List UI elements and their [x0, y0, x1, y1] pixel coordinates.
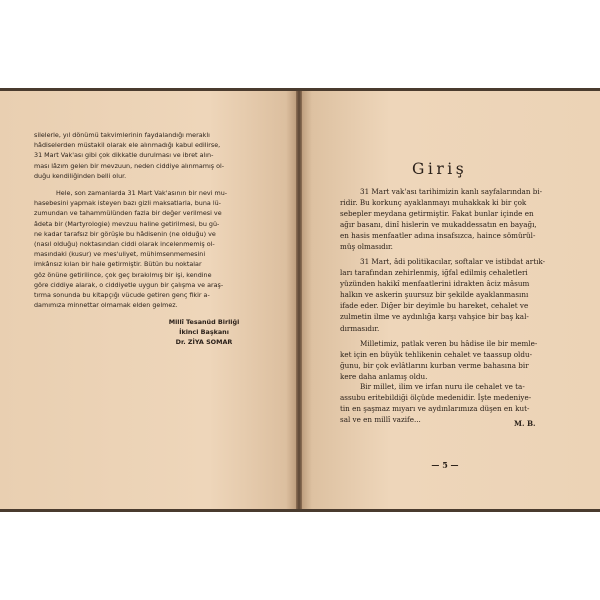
text-line: damımıza minnettar olmamak elden gelmez. — [34, 301, 178, 310]
page-title: Giriş — [412, 160, 468, 178]
text-line: duğu kendiliğinden belli olur. — [34, 171, 127, 180]
text-line: ağır basanı, dinî hislerin ve mukaddessatın en bayağı, — [340, 220, 537, 230]
right-paragraph-4 — [340, 381, 572, 425]
author-initials: M. B. — [514, 419, 536, 428]
book-gutter — [296, 91, 302, 509]
text-line: ridir. Bu korkunç ayaklanmayı muhakkak ki bir çok — [340, 198, 527, 208]
text-line: Bir millet, ilim ve irfan nuru ile cehalet ve ta- — [360, 382, 525, 391]
text-line: imkânsız kılan bir hale getirmiştir. Bütün bu noktalar — [34, 260, 202, 269]
left-paragraph-2 — [34, 188, 272, 310]
text-line: göre ciddiye alarak, o ciddiyetle uygun bir çalışma ve araş- — [34, 280, 224, 289]
text-line: hâdiselerden müstakil olarak ele alınmadığı kabul edilirse, — [34, 141, 221, 150]
text-line: zulmetin ilme ve aydınlığa karşı vahşice bir baş kal- — [340, 312, 529, 322]
text-line: ne kadar tarafsız bir görüşle bu hâdisenin (ne olduğu) ve — [34, 229, 216, 238]
text-line: masındaki (kusur) ve mes'uliyet, mühimsenmemesini — [34, 250, 206, 259]
text-line: (nasıl olduğu) noktasından ciddi olarak incelenmemiş ol- — [34, 240, 215, 249]
text-line: ğunu, bir çok evlâtlarını kurban verme bahasına bir — [340, 361, 529, 371]
text-line: ifade eder. Diğer bir deyimle bu hareket, cehalet ve — [340, 301, 529, 311]
signature-block — [144, 317, 264, 347]
signature-organization: Millî Tesanüd Birliği — [168, 318, 240, 327]
page-number: — 5 — — [431, 460, 459, 470]
text-line: ları tarafından zehirlenmiş, iğfal edilmiş cehaletleri — [340, 268, 528, 278]
text-line: zumundan ve tahammülünden fazla bir değer verilmesi ve — [34, 209, 222, 218]
text-line: Hele, son zamanlarda 31 Mart Vak'asının bir nevi mu- — [56, 189, 228, 198]
text-line: kere daha anlamış oldu. — [340, 372, 428, 382]
text-line: dırmasıdır. — [340, 323, 380, 333]
text-line: Milletimiz, patlak veren bu hâdise ile bir memle- — [360, 339, 538, 348]
left-paragraph-1 — [34, 130, 272, 181]
text-line: 31 Mart Vak'ası gibi çok dikkatle durulması ve ibret alın- — [34, 151, 214, 160]
text-line: tırma sonunda bu kitapçığı vücude getiren genç fikir a- — [34, 291, 210, 300]
text-line: ması lâzım gelen bir mevzuun, neden ciddiye alınmamış ol- — [34, 161, 225, 170]
left-page — [0, 91, 298, 509]
text-line: müş olmasıdır. — [340, 242, 393, 252]
text-line: 31 Mart vak'ası tarihimizin kanlı sayfalarından bi- — [360, 187, 543, 196]
right-paragraph-2 — [340, 256, 572, 334]
right-paragraph-3 — [340, 338, 572, 382]
text-line: âdeta bir (Martyrologie) mevzuu haline getirilmesi, bu gü- — [34, 219, 220, 228]
signature-name: Dr. ZİYA SOMAR — [175, 338, 233, 347]
text-line: göz önüne getirilince, çok geç bırakılmış bir işi, kendine — [34, 270, 212, 279]
text-line: yüzünden hakikî menfaatlerini idrakten âciz mâsum — [340, 279, 530, 289]
text-line: halkın ve askerin şuursuz bir şekilde ayaklanmasını — [340, 290, 529, 300]
text-line: en hasis menfaatler adına insafsızca, haince sömürül- — [340, 231, 536, 241]
text-line: ket için en büyük tehlikenin cehalet ve taassup oldu- — [340, 350, 533, 360]
text-line: assubu eritebildiği ölçüde medenidir. İşte medeniye- — [340, 393, 532, 403]
right-paragraph-1 — [340, 186, 572, 253]
text-line: tin en şaşmaz mıyarı ve aydınlarımıza düşen en kut- — [340, 404, 530, 414]
text-line: sebepler meydana getirmiştir. Fakat bunlar içinde en — [340, 209, 534, 219]
text-line: 31 Mart, âdi politikacılar, softalar ve istibdat artık- — [360, 257, 546, 266]
text-line: sal ve en millî vazife... — [340, 415, 421, 425]
signature-role: İkinci Başkanı — [179, 328, 229, 337]
text-line: silelerle, yıl dönümü takvimlerinin faydalandığı meraklı — [34, 131, 210, 139]
text-line: hasebesini yapmak isteyen bazı gizli maksatlarla, buna lü- — [34, 199, 221, 208]
